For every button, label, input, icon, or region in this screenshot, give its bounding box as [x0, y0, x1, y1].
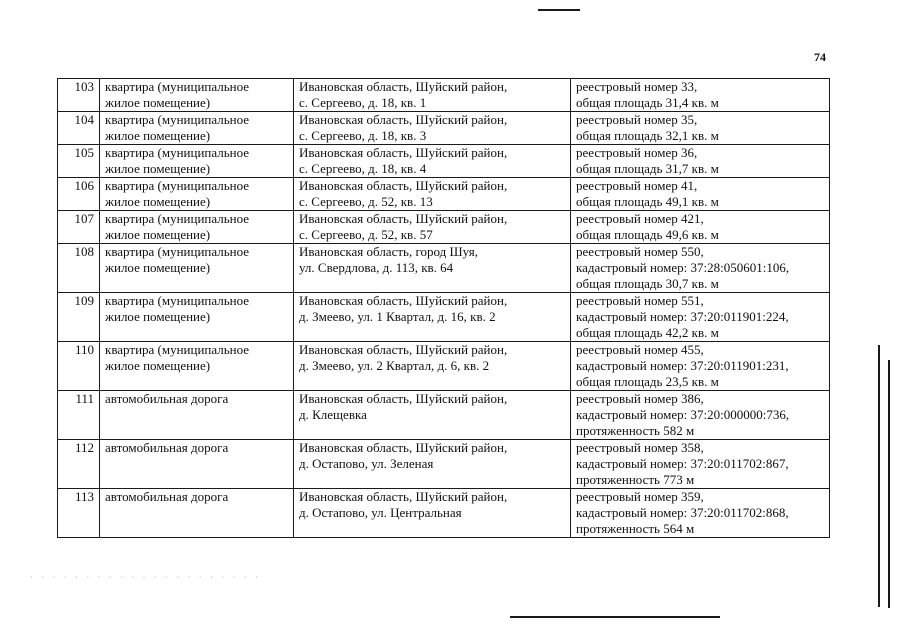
address-cell — [294, 178, 571, 211]
row-number-cell: 111 — [58, 391, 100, 440]
table-row — [58, 211, 830, 244]
address-line: с. Сергеево, д. 18, кв. 3 — [299, 128, 427, 143]
details-line: кадастровый номер: 37:20:000000:736, — [576, 407, 790, 422]
scan-noise: · · · · · · · · · · · · · · · · · · · · · — [30, 572, 261, 582]
details-line: реестровый номер 421, — [576, 211, 704, 226]
address-line: Ивановская область, город Шуя, — [299, 244, 478, 259]
details-line: общая площадь 49,6 кв. м — [576, 227, 719, 242]
object-type-line: жилое помещение) — [105, 161, 211, 176]
page-number: 74 — [814, 50, 826, 64]
details-line: общая площадь 42,2 кв. м — [576, 325, 719, 340]
object-type-cell — [100, 79, 294, 112]
details-line: общая площадь 49,1 кв. м — [576, 194, 719, 209]
object-type-cell — [100, 112, 294, 145]
address-line: Ивановская область, Шуйский район, — [299, 440, 508, 455]
object-type-line: квартира (муниципальное — [105, 79, 250, 94]
details-cell — [571, 244, 830, 293]
object-type-line: жилое помещение) — [105, 194, 211, 209]
details-line: протяженность 564 м — [576, 521, 695, 536]
object-type-cell — [100, 178, 294, 211]
row-number-cell: 110 — [58, 342, 100, 391]
table-row — [58, 178, 830, 211]
details-line: кадастровый номер: 37:20:011901:231, — [576, 358, 789, 373]
details-line: реестровый номер 36, — [576, 145, 698, 160]
details-line: кадастровый номер: 37:20:011901:224, — [576, 309, 789, 324]
table-row — [58, 342, 830, 391]
address-line: д. Остапово, ул. Центральная — [299, 505, 462, 520]
row-number-cell: 108 — [58, 244, 100, 293]
row-number-cell: 104 — [58, 112, 100, 145]
address-line: с. Сергеево, д. 52, кв. 57 — [299, 227, 433, 242]
address-cell — [294, 79, 571, 112]
address-line: с. Сергеево, д. 18, кв. 4 — [299, 161, 427, 176]
scan-mark-bottom — [510, 616, 720, 618]
details-line: реестровый номер 551, — [576, 293, 704, 308]
address-line: Ивановская область, Шуйский район, — [299, 489, 508, 504]
table-row — [58, 293, 830, 342]
details-cell — [571, 440, 830, 489]
row-number-cell: 109 — [58, 293, 100, 342]
row-number-cell: 106 — [58, 178, 100, 211]
object-type-cell — [100, 391, 294, 440]
table-row — [58, 489, 830, 538]
address-line: Ивановская область, Шуйский район, — [299, 211, 508, 226]
details-cell — [571, 391, 830, 440]
object-type-cell — [100, 489, 294, 538]
object-type-line: квартира (муниципальное — [105, 145, 250, 160]
row-number-cell: 107 — [58, 211, 100, 244]
row-number-cell: 103 — [58, 79, 100, 112]
registry-table-body — [58, 79, 830, 538]
details-cell — [571, 489, 830, 538]
details-line: реестровый номер 359, — [576, 489, 704, 504]
details-cell — [571, 293, 830, 342]
object-type-line: жилое помещение) — [105, 128, 211, 143]
address-line: Ивановская область, Шуйский район, — [299, 293, 508, 308]
object-type-line: квартира (муниципальное — [105, 211, 250, 226]
address-line: ул. Свердлова, д. 113, кв. 64 — [299, 260, 454, 275]
scan-mark-right-2 — [888, 360, 890, 608]
object-type-line: автомобильная дорога — [105, 440, 229, 455]
address-line: д. Клещевка — [299, 407, 367, 422]
address-cell — [294, 293, 571, 342]
table-row — [58, 79, 830, 112]
object-type-line: квартира (муниципальное — [105, 342, 250, 357]
details-cell — [571, 79, 830, 112]
details-cell — [571, 178, 830, 211]
address-line: с. Сергеево, д. 18, кв. 1 — [299, 95, 427, 110]
address-line: Ивановская область, Шуйский район, — [299, 79, 508, 94]
address-line: Ивановская область, Шуйский район, — [299, 145, 508, 160]
object-type-line: квартира (муниципальное — [105, 112, 250, 127]
row-number-cell: 113 — [58, 489, 100, 538]
address-line: д. Змеево, ул. 2 Квартал, д. 6, кв. 2 — [299, 358, 490, 373]
object-type-line: автомобильная дорога — [105, 391, 229, 406]
row-number-cell: 105 — [58, 145, 100, 178]
address-cell — [294, 489, 571, 538]
object-type-line: квартира (муниципальное — [105, 293, 250, 308]
address-cell — [294, 342, 571, 391]
object-type-line: жилое помещение) — [105, 358, 211, 373]
details-cell — [571, 342, 830, 391]
scan-mark-top — [538, 9, 580, 11]
details-line: реестровый номер 41, — [576, 178, 698, 193]
details-line: общая площадь 31,7 кв. м — [576, 161, 719, 176]
details-line: протяженность 582 м — [576, 423, 695, 438]
table-row — [58, 244, 830, 293]
table-row — [58, 440, 830, 489]
scan-mark-right-1 — [878, 345, 880, 607]
details-line: реестровый номер 35, — [576, 112, 698, 127]
object-type-cell — [100, 342, 294, 391]
details-line: общая площадь 32,1 кв. м — [576, 128, 719, 143]
row-number-cell: 112 — [58, 440, 100, 489]
object-type-cell — [100, 145, 294, 178]
table-row — [58, 391, 830, 440]
address-cell — [294, 211, 571, 244]
details-line: протяженность 773 м — [576, 472, 695, 487]
object-type-line: жилое помещение) — [105, 309, 211, 324]
details-line: реестровый номер 33, — [576, 79, 698, 94]
address-line: Ивановская область, Шуйский район, — [299, 178, 508, 193]
details-line: реестровый номер 550, — [576, 244, 704, 259]
table-row — [58, 145, 830, 178]
object-type-line: квартира (муниципальное — [105, 178, 250, 193]
details-line: реестровый номер 358, — [576, 440, 704, 455]
details-line: общая площадь 31,4 кв. м — [576, 95, 719, 110]
registry-table — [57, 78, 830, 538]
address-cell — [294, 112, 571, 145]
address-cell — [294, 440, 571, 489]
object-type-cell — [100, 211, 294, 244]
details-line: реестровый номер 455, — [576, 342, 704, 357]
object-type-cell — [100, 440, 294, 489]
address-line: д. Змеево, ул. 1 Квартал, д. 16, кв. 2 — [299, 309, 496, 324]
details-line: реестровый номер 386, — [576, 391, 704, 406]
address-cell — [294, 244, 571, 293]
details-line: кадастровый номер: 37:20:011702:868, — [576, 505, 789, 520]
details-line: общая площадь 23,5 кв. м — [576, 374, 719, 389]
address-line: с. Сергеево, д. 52, кв. 13 — [299, 194, 433, 209]
object-type-line: жилое помещение) — [105, 227, 211, 242]
details-cell — [571, 112, 830, 145]
address-cell — [294, 391, 571, 440]
details-cell — [571, 211, 830, 244]
object-type-line: жилое помещение) — [105, 95, 211, 110]
address-line: Ивановская область, Шуйский район, — [299, 391, 508, 406]
object-type-line: автомобильная дорога — [105, 489, 229, 504]
address-cell — [294, 145, 571, 178]
table-row — [58, 112, 830, 145]
object-type-cell — [100, 244, 294, 293]
details-line: кадастровый номер: 37:28:050601:106, — [576, 260, 790, 275]
address-line: Ивановская область, Шуйский район, — [299, 342, 508, 357]
object-type-line: квартира (муниципальное — [105, 244, 250, 259]
object-type-cell — [100, 293, 294, 342]
object-type-line: жилое помещение) — [105, 260, 211, 275]
details-line: кадастровый номер: 37:20:011702:867, — [576, 456, 789, 471]
details-cell — [571, 145, 830, 178]
address-line: д. Остапово, ул. Зеленая — [299, 456, 434, 471]
address-line: Ивановская область, Шуйский район, — [299, 112, 508, 127]
details-line: общая площадь 30,7 кв. м — [576, 276, 719, 291]
